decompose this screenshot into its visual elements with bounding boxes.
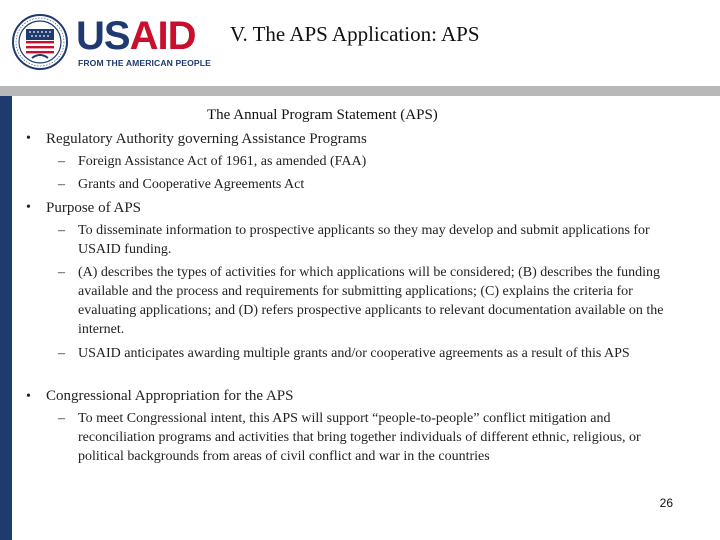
dash-icon: – — [58, 177, 65, 192]
slide-subtitle: The Annual Program Statement (APS) — [207, 107, 438, 123]
usaid-wordmark: USAID — [76, 14, 196, 58]
section-heading: Purpose of APS — [46, 200, 142, 216]
list-item: (A) describes the types of activities for which applications will be considered; (B) describes the funding available and the process and requirements for submitting applications; (C) explains the criteria for evaluating applications; and (D) refers prospective applicants to relevant documentation available on the internet. — [78, 265, 664, 337]
header-divider-bar — [0, 86, 720, 96]
slide-title: V. The APS Application: APS — [230, 22, 480, 46]
section-heading: Congressional Appropriation for the APS — [46, 388, 294, 404]
page-number: 26 — [659, 496, 673, 510]
dash-icon: – — [58, 223, 65, 238]
bullet-icon: • — [26, 131, 31, 146]
left-accent-bar — [0, 96, 12, 540]
list-item: Grants and Cooperative Agreements Act — [78, 177, 305, 192]
dash-icon: – — [58, 346, 65, 361]
list-item: Foreign Assistance Act of 1961, as amended (FAA) — [78, 154, 367, 169]
list-item: To disseminate information to prospective applicants so they may develop and submit applications for USAID funding. — [78, 223, 650, 257]
list-item: To meet Congressional intent, this APS will support “people-to-people” conflict mitigation and reconciliation programs and activities that bring together individuals of different ethnic, religious, or political backgrounds from areas of civil conflict and war in the countries — [78, 411, 641, 464]
bullet-icon: • — [26, 200, 31, 215]
dash-icon: – — [58, 265, 65, 280]
dash-icon: – — [58, 154, 65, 169]
section-heading: Regulatory Authority governing Assistance Programs — [46, 131, 367, 147]
bullet-icon: • — [26, 389, 31, 404]
usaid-logo — [12, 14, 212, 72]
usaid-tagline: FROM THE AMERICAN PEOPLE — [78, 58, 211, 68]
dash-icon: – — [58, 411, 65, 426]
list-item: USAID anticipates awarding multiple grants and/or cooperative agreements as a result of this APS — [78, 346, 630, 361]
usaid-seal-icon — [12, 14, 68, 70]
